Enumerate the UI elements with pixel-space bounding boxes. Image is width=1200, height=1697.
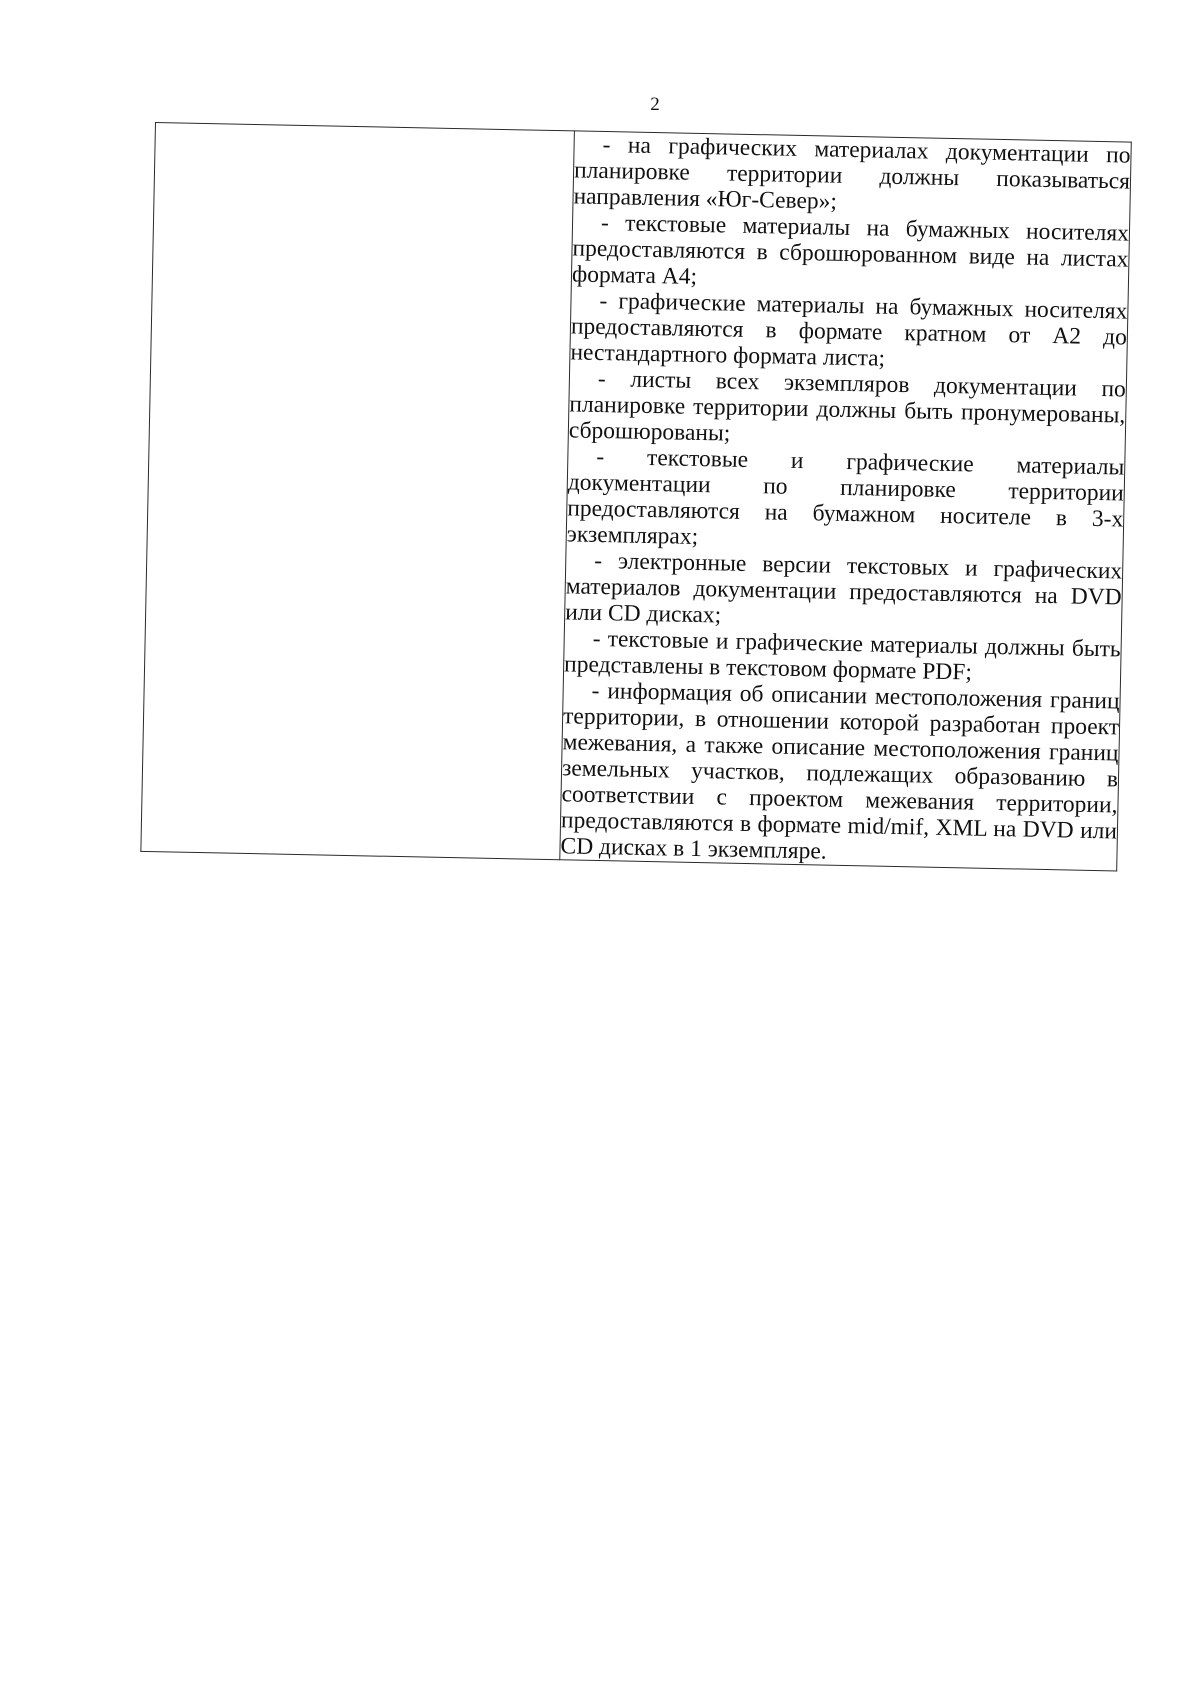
requirements-table: [140, 122, 1131, 871]
page-number: 2: [650, 94, 660, 115]
requirement-item: - электронные версии текстовых и графических материалов документации предоставляются на DVD или CD дисках;: [564, 547, 1123, 629]
document-table-wrapper: [140, 122, 1131, 871]
empty-left-cell: [141, 123, 575, 860]
requirement-item: - информация об описании местоположения границ территории, в отношении которой разработан проект межевания, а также описание местоположения границ земельных участков, подлежащих образованию в соответствии с проектом межевания территории, предоставляются в формате mid/mif, XML на DVD или CD дисках в 1 экземпляре.: [560, 677, 1120, 865]
requirement-item: - текстовые и графические материалы должны быть представлены в текстовом формате PDF;: [563, 625, 1121, 686]
table-row: [141, 123, 1131, 871]
requirement-item: - графические материалы на бумажных носителях предоставляются в формате кратном от А2 до нестандартного формата листа;: [570, 287, 1128, 372]
requirement-item: - на графических материалах документации по планировке территории должны показываться направления «Юг-Север»;: [573, 131, 1131, 215]
requirements-cell: [560, 131, 1132, 871]
requirement-item: - листы всех экземпляров документации по планировке территории должны быть пронумерованы, сброшюрованы;: [568, 365, 1127, 447]
requirement-item: - текстовые и графические материалы документации по планировке территории предоставляются на бумажном носителе в 3-х экземплярах;: [566, 443, 1125, 550]
requirement-item: - текстовые материалы на бумажных носителях предоставляются в сброшюрованном виде на листах формата А4;: [571, 209, 1130, 290]
